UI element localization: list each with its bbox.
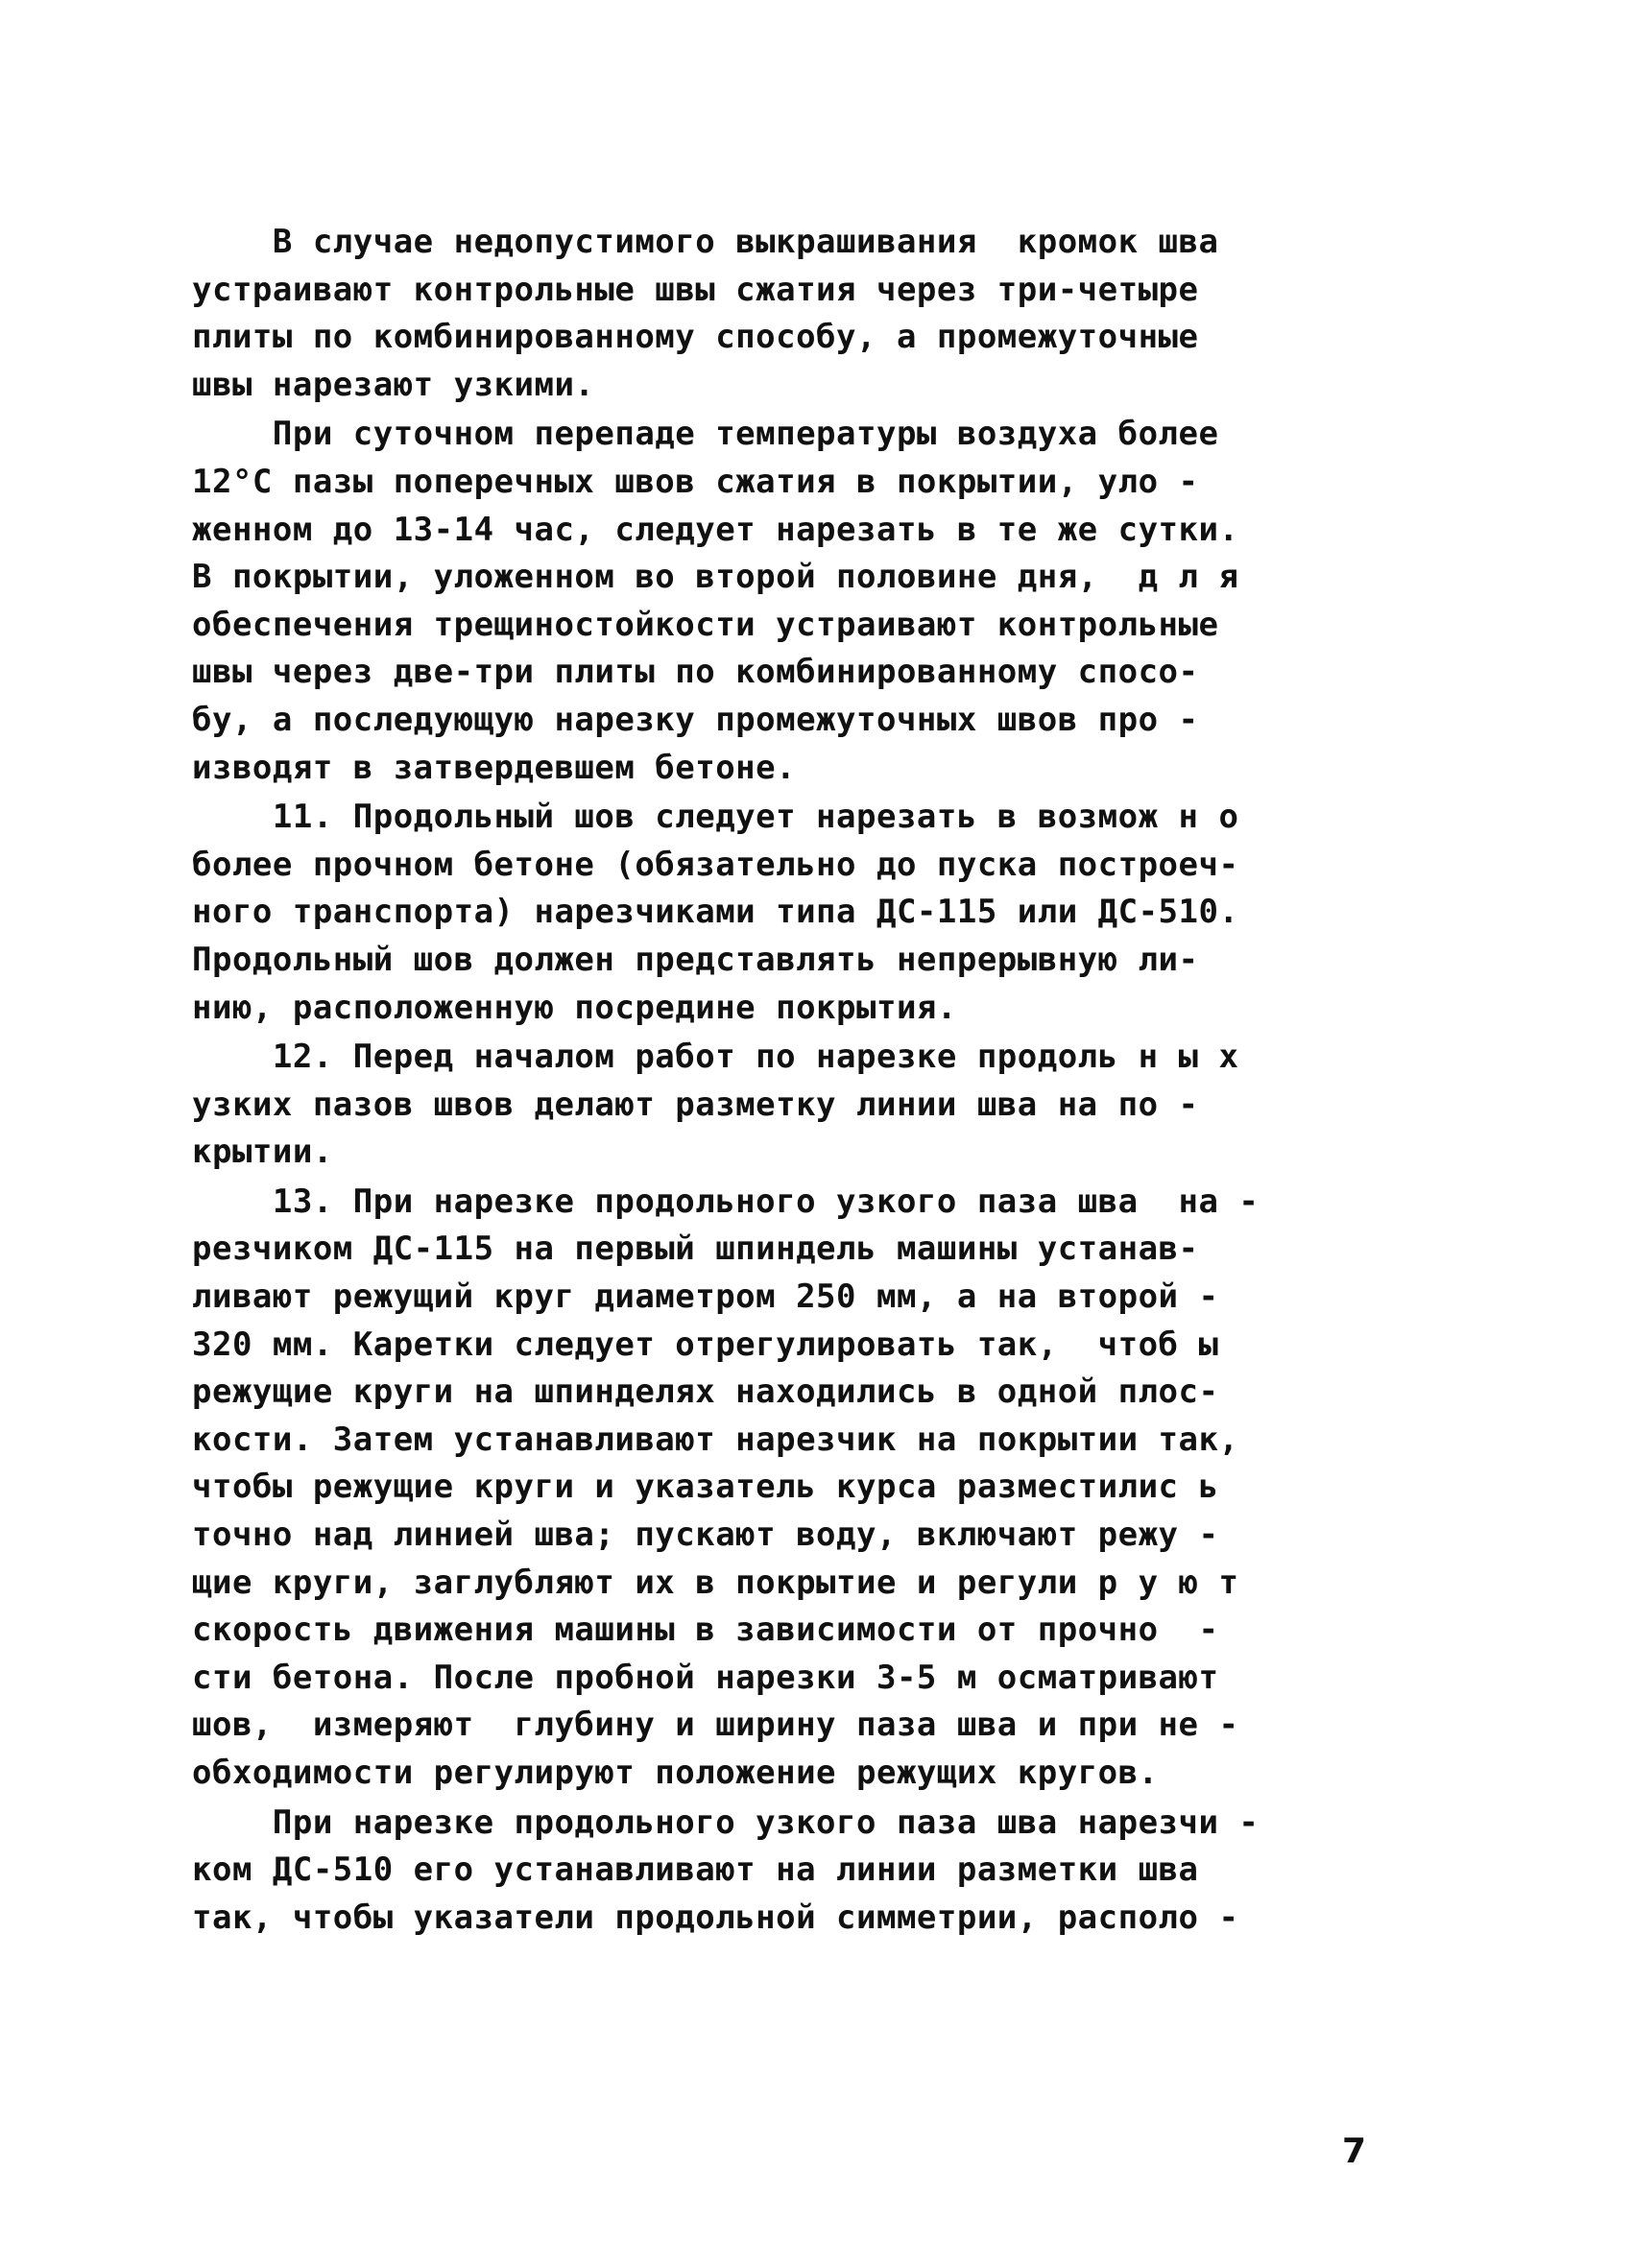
text-line: 12. Перед началом работ по нарезке продоль н ы х (192, 1038, 1239, 1077)
text-line: чтобы режущие круги и указатель курса разместилис ь (192, 1468, 1219, 1507)
text-line: 320 мм. Каретки следует отрегулировать так, чтоб ы (192, 1325, 1219, 1364)
text-line: изводят в затвердевшем бетоне. (192, 748, 797, 787)
paragraph (192, 1034, 1421, 1177)
text-line: крытии. (192, 1133, 333, 1172)
text-line: обходимости регулируют положение режущих кругов. (192, 1754, 1159, 1792)
text-line: 13. При нарезке продольного узкого паза шва на - (192, 1182, 1260, 1221)
paragraph (192, 794, 1421, 1032)
text-line: щие круги, заглубляют их в покрытие и регули р у ю т (192, 1563, 1239, 1602)
text-line: шов, измеряют глубину и ширину паза шва и при не - (192, 1706, 1239, 1745)
text-line: сти бетона. После пробной нарезки 3-5 м осматривают (192, 1658, 1219, 1697)
text-line: плиты по комбинированному способу, а промежуточные (192, 318, 1199, 357)
text-line: Продольный шов должен представлять непрерывную ли- (192, 940, 1199, 979)
paragraph (192, 1800, 1421, 1943)
text-line: устраивают контрольные швы сжатия через три-четыре (192, 270, 1199, 309)
text-line: 11. Продольный шов следует нарезать в возмож н о (192, 798, 1239, 837)
text-line: режущие круги на шпинделях находились в одной плос- (192, 1373, 1219, 1412)
text-line: швы через две-три плиты по комбинированному спосо- (192, 653, 1199, 692)
text-line: женном до 13-14 час, следует нарезать в те же сутки. (192, 510, 1239, 549)
text-line: швы нарезают узкими. (192, 365, 595, 404)
text-line: бу, а последующую нарезку промежуточных швов про - (192, 700, 1199, 739)
text-line: кости. Затем устанавливают нарезчик на покрытии так, (192, 1420, 1239, 1459)
paragraph (192, 219, 1421, 409)
text-line: нию, расположенную посредине покрытия. (192, 988, 957, 1027)
text-line: При суточном перепаде температуры воздуха более (192, 415, 1219, 454)
text-line: более прочном бетоне (обязательно до пуска построеч- (192, 845, 1239, 884)
text-line: 12°С пазы поперечных швов сжатия в покрытии, уло - (192, 462, 1199, 501)
page-number: 7 (1342, 2132, 1367, 2171)
text-line: обеспечения трещиностойкости устраивают контрольные (192, 605, 1219, 644)
text-line: так, чтобы указатели продольной симметрии, располо - (192, 1898, 1239, 1937)
text-line: ного транспорта) нарезчиками типа ДС-115 или ДС-510. (192, 893, 1239, 932)
text-line: ливают режущий круг диаметром 250 мм, а на второй - (192, 1277, 1219, 1317)
text-line: резчиком ДС-115 на первый шпиндель машины устанав- (192, 1229, 1199, 1269)
paragraph (192, 411, 1421, 792)
text-line: ком ДС-510 его устанавливают на линии разметки шва (192, 1850, 1199, 1890)
text-line: точно над линией шва; пускают воду, включают режу - (192, 1516, 1219, 1555)
text-line: узких пазов швов делают разметку линии шва на по - (192, 1085, 1199, 1124)
text-line: При нарезке продольного узкого паза шва нарезчи - (192, 1802, 1260, 1842)
text-line: В покрытии, уложенном во второй половине дня, д л я (192, 558, 1239, 597)
text-line: В случае недопустимого выкрашивания кромок шва (192, 223, 1219, 261)
body-text (192, 219, 1421, 1944)
text-line: скорость движения машины в зависимости от прочно - (192, 1611, 1219, 1650)
paragraph (192, 1179, 1421, 1798)
